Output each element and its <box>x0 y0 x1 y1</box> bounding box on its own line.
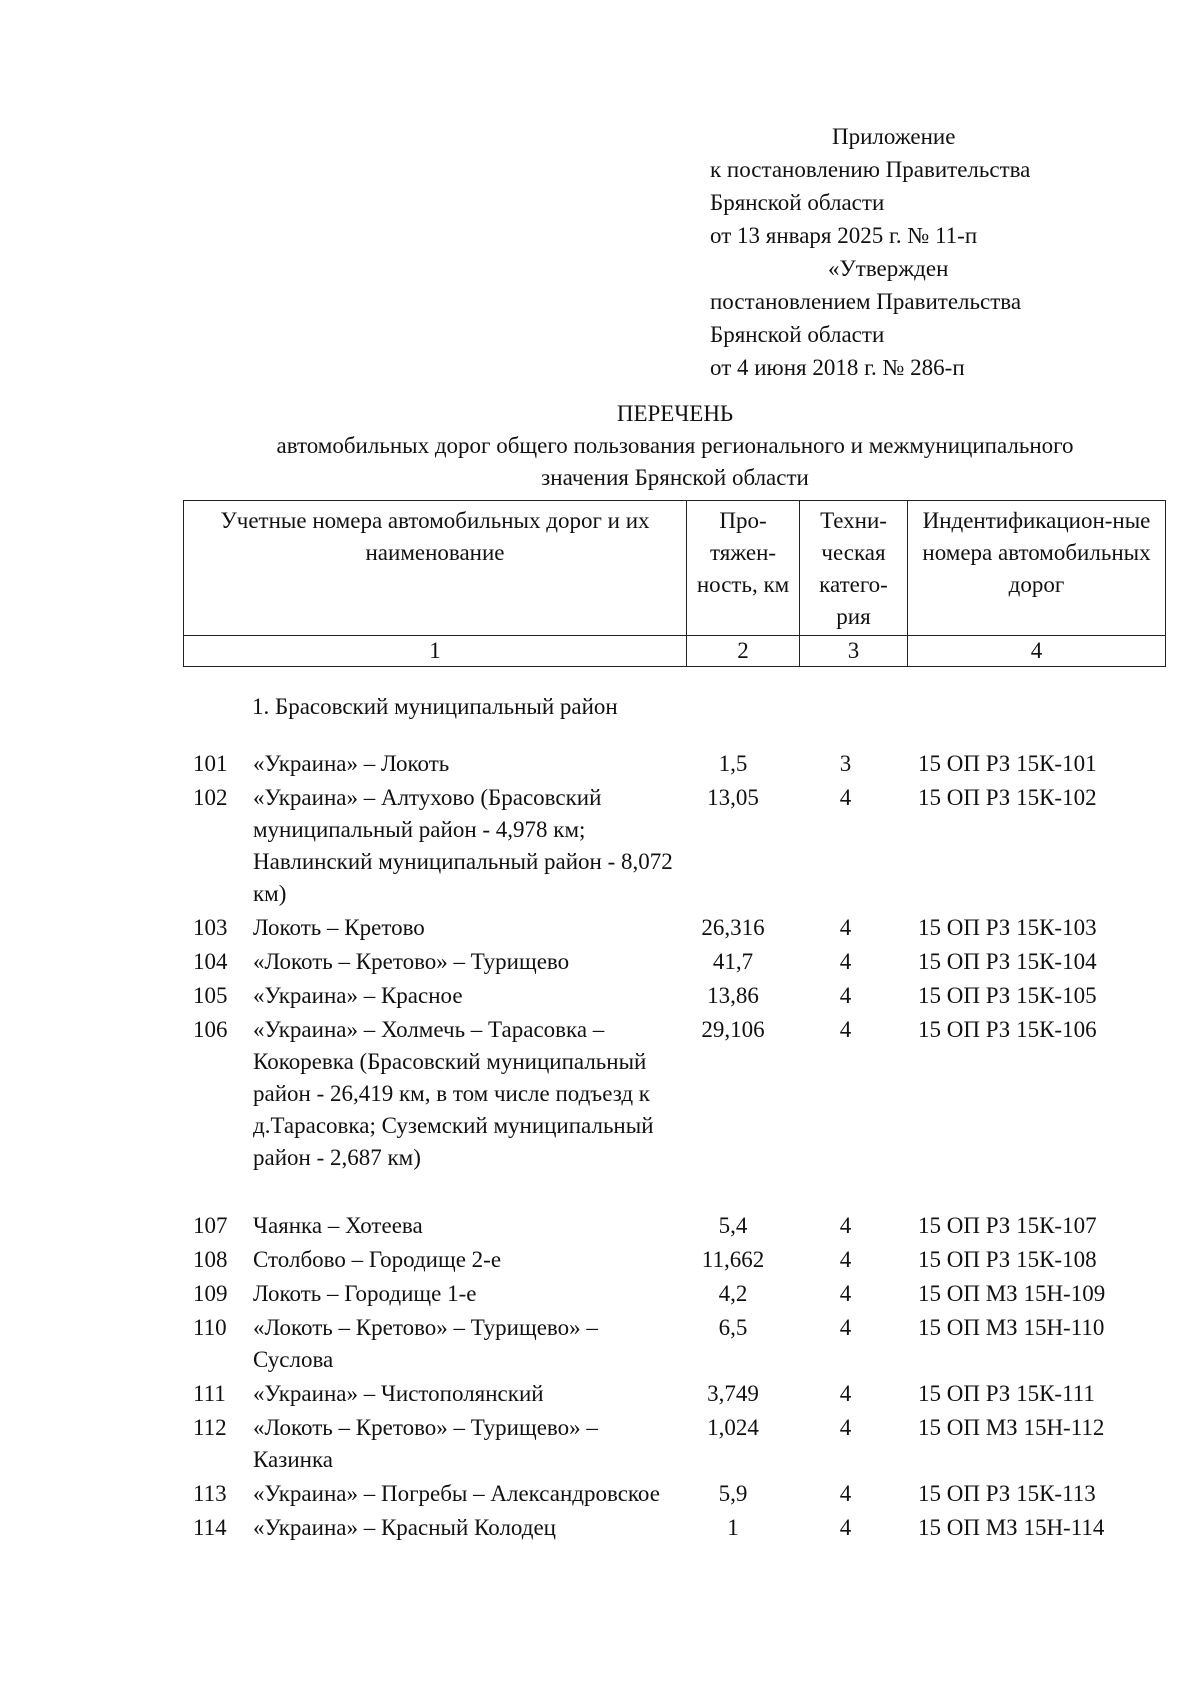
road-name: «Локоть – Кретово» – Турищево» – Суслова <box>253 1315 598 1372</box>
road-length: 1,5 <box>718 751 748 776</box>
table-row <box>183 912 1166 944</box>
road-number: 103 <box>193 915 228 940</box>
header-num: 3 <box>800 636 908 667</box>
approval-line: Брянской области <box>710 190 885 215</box>
approval-line: Брянской области <box>710 322 885 347</box>
header-col-length: Про-тяжен-ность, км <box>687 501 800 636</box>
road-number: 107 <box>193 1213 228 1238</box>
approval-line: к постановлению Правительства <box>710 157 1031 182</box>
road-category: 4 <box>839 915 852 940</box>
road-category: 4 <box>839 949 852 974</box>
road-name: Столбово – Городище 2-е <box>253 1247 502 1272</box>
road-category: 4 <box>839 1213 852 1238</box>
road-name: «Украина» – Красный Колодец <box>253 1515 556 1540</box>
table-row <box>183 1512 1166 1544</box>
road-category: 4 <box>839 1247 852 1272</box>
road-name: «Украина» – Алтухово (Брасовский муниципальный район - 4,978 км; Навлинский муниципальный район - 8,072 км) <box>253 785 673 906</box>
road-category: 4 <box>839 1515 852 1540</box>
road-number: 101 <box>193 751 228 776</box>
header-num: 4 <box>908 636 1166 667</box>
road-id: 15 ОП РЗ 15К-111 <box>918 1381 1095 1406</box>
road-length: 5,9 <box>718 1481 748 1506</box>
road-id: 15 ОП МЗ 15Н-112 <box>918 1415 1105 1440</box>
road-length: 1,024 <box>707 1415 759 1440</box>
document-title <box>200 398 1150 494</box>
road-category: 3 <box>839 751 852 776</box>
road-category: 4 <box>839 1017 852 1042</box>
road-number: 113 <box>193 1481 227 1506</box>
roads-list <box>183 748 1166 1546</box>
road-id: 15 ОП РЗ 15К-108 <box>918 1247 1097 1272</box>
road-category: 4 <box>839 785 852 810</box>
road-name: «Украина» – Чистополянский <box>253 1381 544 1406</box>
road-name: Локоть – Городище 1-е <box>253 1281 477 1306</box>
section-title: 1. Брасовский муниципальный район <box>252 694 618 719</box>
header-num: 1 <box>184 636 687 667</box>
road-category: 4 <box>839 1281 852 1306</box>
approval-line: «Утвержден <box>828 256 949 281</box>
approval-line: постановлением Правительства <box>710 289 1022 314</box>
table-row <box>183 1478 1166 1510</box>
header-col-category: Техни-ческая катего-рия <box>800 501 908 636</box>
road-id: 15 ОП МЗ 15Н-114 <box>918 1515 1105 1540</box>
road-number: 104 <box>193 949 228 974</box>
road-length: 29,106 <box>701 1017 765 1042</box>
road-id: 15 ОП РЗ 15К-104 <box>918 949 1097 974</box>
table-row <box>183 748 1166 780</box>
road-length: 1 <box>727 1515 739 1540</box>
road-length: 26,316 <box>701 915 765 940</box>
road-name: Чаянка – Хотеева <box>253 1213 423 1238</box>
table-row <box>183 1278 1166 1310</box>
table-row <box>183 782 1166 910</box>
approval-line: Приложение <box>832 124 956 149</box>
road-length: 41,7 <box>712 949 754 974</box>
road-number: 102 <box>193 785 228 810</box>
road-number: 110 <box>193 1315 227 1340</box>
table-row <box>183 1378 1166 1410</box>
road-length: 4,2 <box>718 1281 748 1306</box>
road-id: 15 ОП РЗ 15К-107 <box>918 1213 1097 1238</box>
approval-line: от 13 января 2025 г. № 11-п <box>710 223 978 248</box>
road-category: 4 <box>839 1381 852 1406</box>
road-category: 4 <box>839 983 852 1008</box>
road-number: 109 <box>193 1281 228 1306</box>
road-id: 15 ОП РЗ 15К-105 <box>918 983 1097 1008</box>
road-name: «Локоть – Кретово» – Турищево» – Казинка <box>253 1415 598 1472</box>
road-name: Локоть – Кретово <box>253 915 425 940</box>
road-name: «Локоть – Кретово» – Турищево <box>253 949 570 974</box>
title-main: ПЕРЕЧЕНЬ <box>616 401 734 426</box>
table-row <box>183 1312 1166 1376</box>
road-id: 15 ОП МЗ 15Н-110 <box>918 1315 1105 1340</box>
road-length: 5,4 <box>718 1213 748 1238</box>
road-id: 15 ОП РЗ 15К-101 <box>918 751 1097 776</box>
road-number: 106 <box>193 1017 228 1042</box>
approval-block <box>710 120 1150 384</box>
header-col-id: Индентификацион-ные номера автомобильных дорог <box>908 501 1166 636</box>
table-row <box>183 1210 1166 1242</box>
road-name: «Украина» – Локоть <box>253 751 450 776</box>
road-length: 6,5 <box>718 1315 748 1340</box>
spacer <box>183 1176 1166 1210</box>
road-length: 3,749 <box>707 1381 759 1406</box>
table-row <box>183 1014 1166 1174</box>
road-category: 4 <box>839 1315 852 1340</box>
title-sub: автомобильных дорог общего пользования регионального и межмуниципального <box>276 433 1074 458</box>
header-num: 2 <box>687 636 800 667</box>
table-row <box>183 946 1166 978</box>
road-category: 4 <box>839 1415 852 1440</box>
road-length: 11,662 <box>701 1247 765 1272</box>
road-name: «Украина» – Красное <box>253 983 463 1008</box>
road-name: «Украина» – Холмечь – Тарасовка – Кокоревка (Брасовский муниципальный район - 26,419 км, в том числе подъезд к д.Тарасовка; Суземский муниципальный район - 2,687 км) <box>253 1017 654 1170</box>
road-id: 15 ОП РЗ 15К-102 <box>918 785 1097 810</box>
approval-line: от 4 июня 2018 г. № 286-п <box>710 355 965 380</box>
road-number: 108 <box>193 1247 228 1272</box>
road-id: 15 ОП РЗ 15К-113 <box>918 1481 1096 1506</box>
table-row <box>183 1244 1166 1276</box>
road-number: 111 <box>193 1381 226 1406</box>
road-number: 112 <box>193 1415 227 1440</box>
road-length: 13,05 <box>707 785 759 810</box>
header-col-name: Учетные номера автомобильных дорог и их наименование <box>184 501 687 636</box>
road-category: 4 <box>839 1481 852 1506</box>
road-number: 114 <box>193 1515 227 1540</box>
road-length: 13,86 <box>707 983 759 1008</box>
road-id: 15 ОП МЗ 15Н-109 <box>918 1281 1106 1306</box>
road-id: 15 ОП РЗ 15К-106 <box>918 1017 1097 1042</box>
road-number: 105 <box>193 983 228 1008</box>
road-id: 15 ОП РЗ 15К-103 <box>918 915 1097 940</box>
title-sub: значения Брянской области <box>541 465 809 490</box>
table-row <box>183 1412 1166 1476</box>
table-header <box>183 500 1166 667</box>
table-row <box>183 980 1166 1012</box>
road-name: «Украина» – Погребы – Александровское <box>253 1481 660 1506</box>
